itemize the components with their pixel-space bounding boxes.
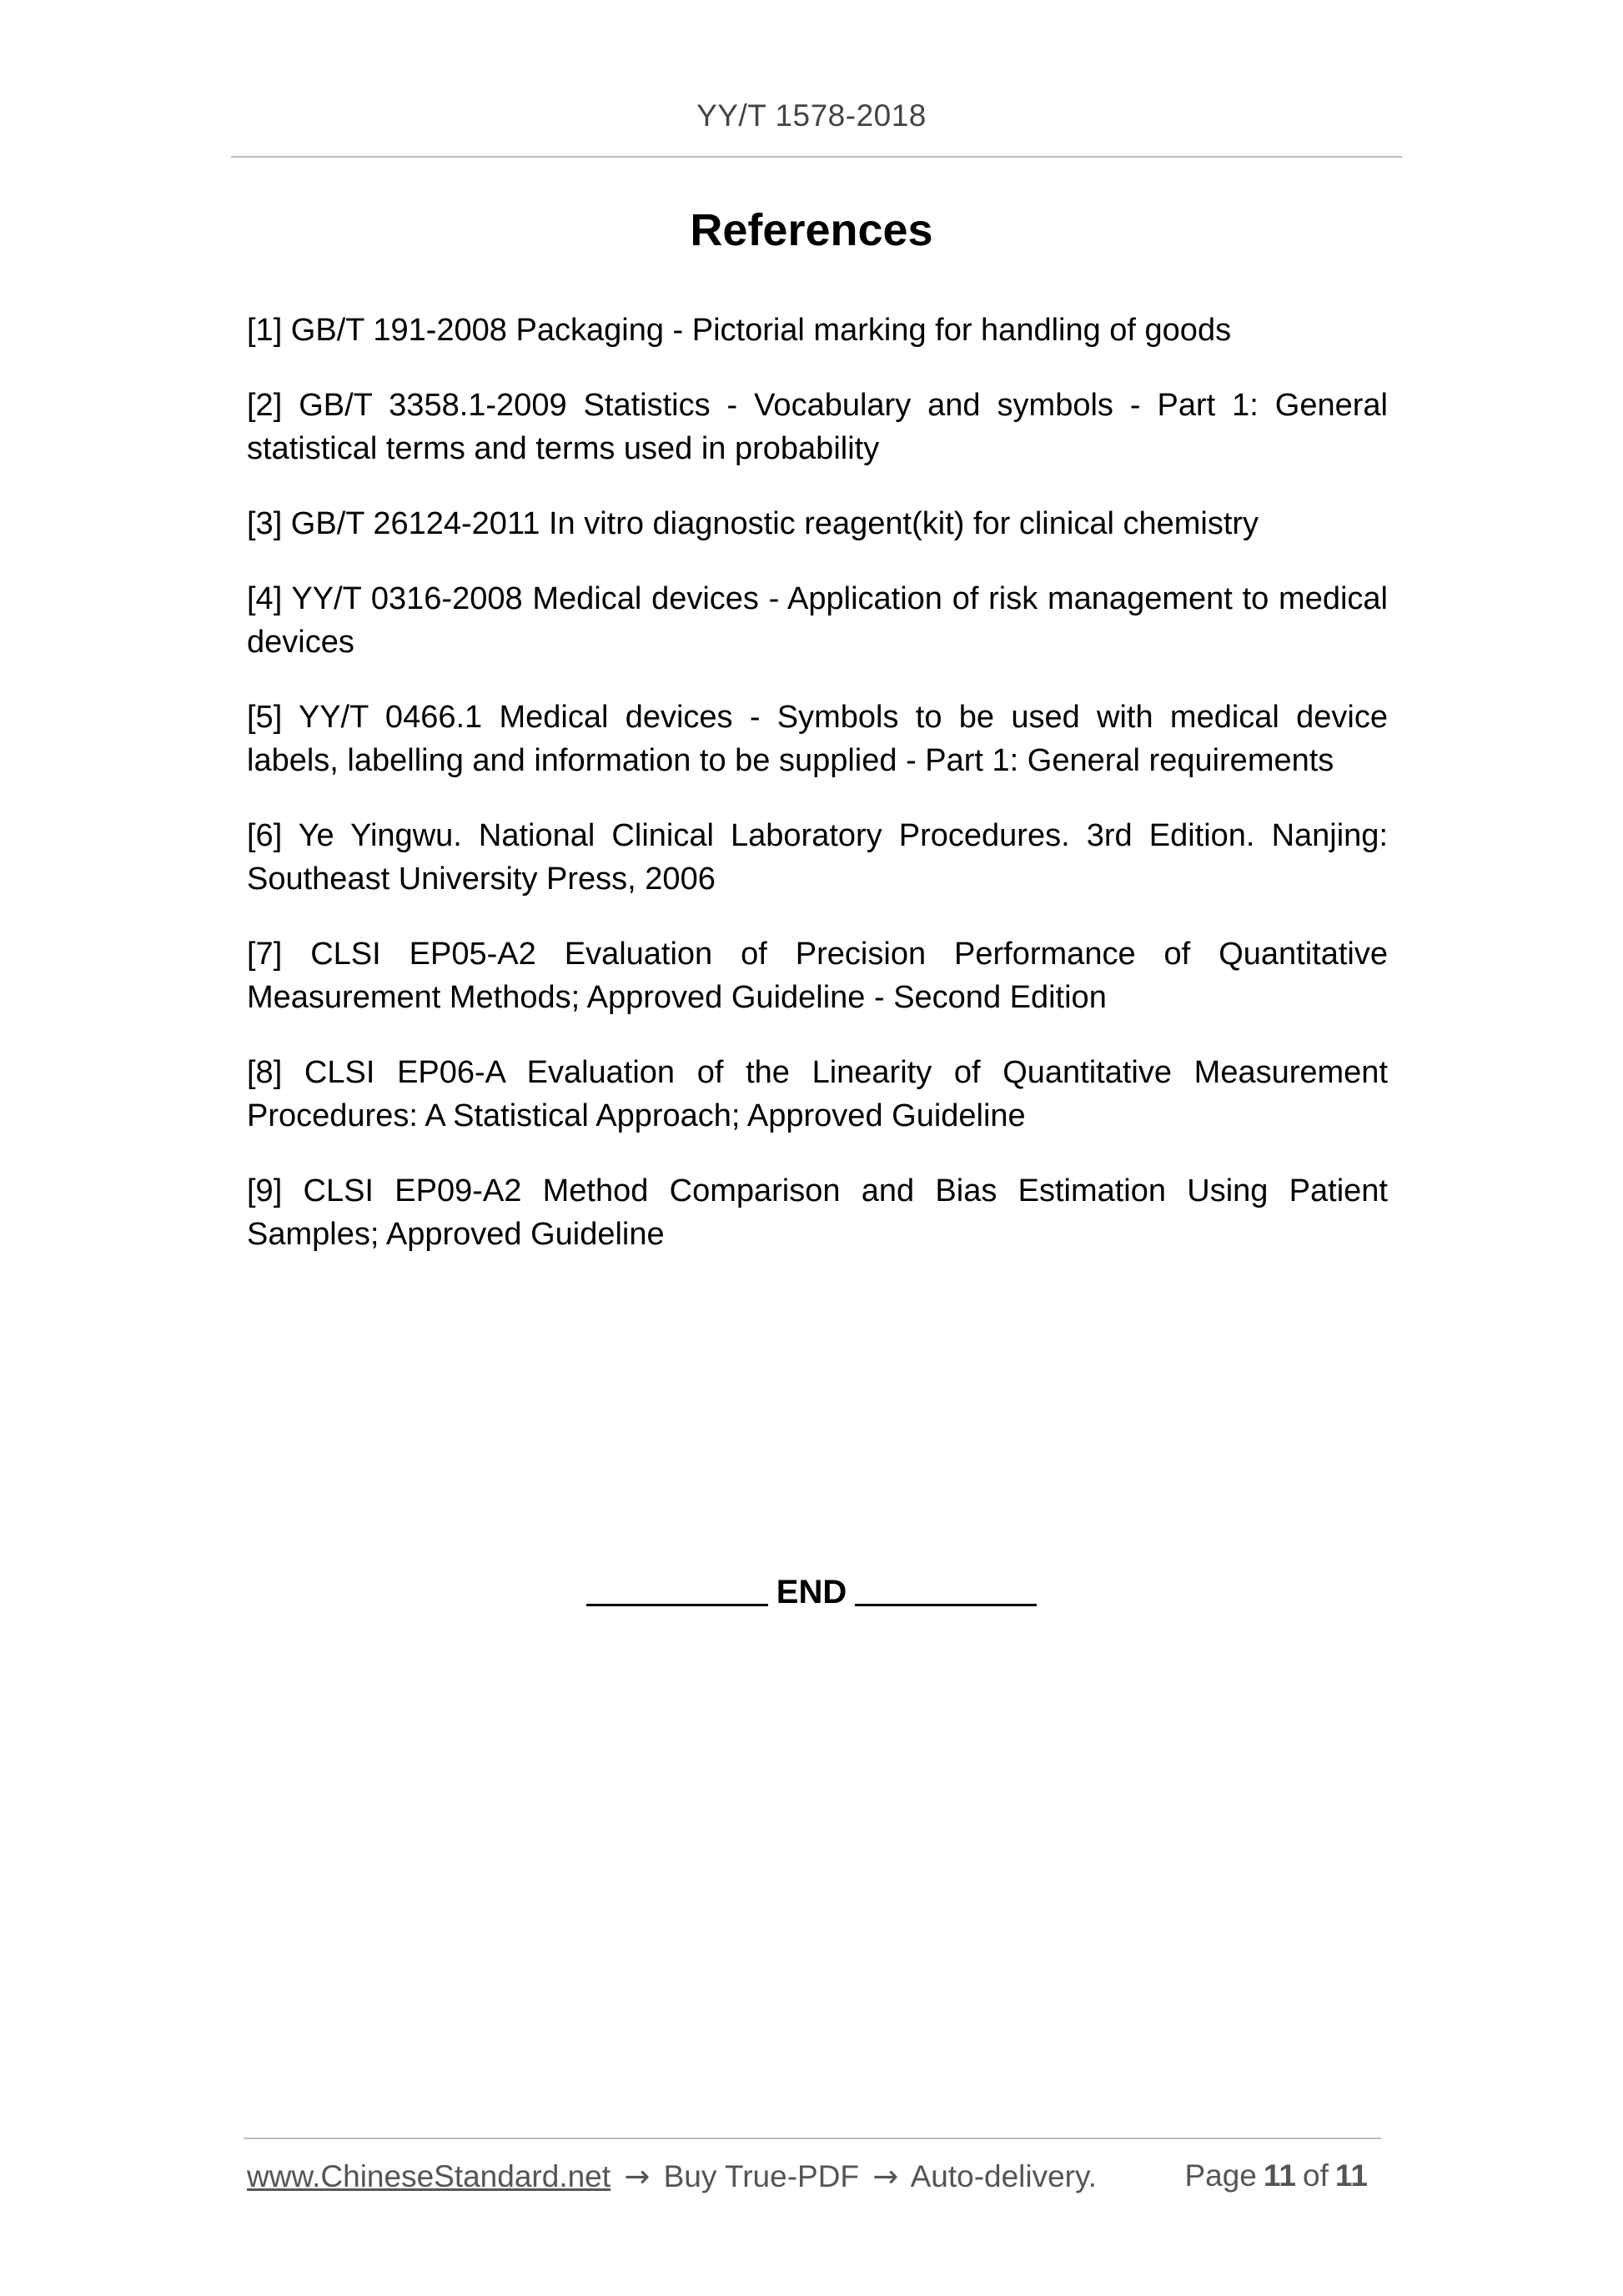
footer-step-delivery: Auto-delivery. [910,2159,1098,2193]
page-label: Page [1184,2158,1257,2193]
reference-item: [3] GB/T 26124-2011 In vitro diagnostic reagent(kit) for clinical chemistry [247,506,1259,541]
right-arrow-icon: → [872,2158,899,2194]
website-link[interactable]: www.ChineseStandard.net [247,2159,611,2193]
page-number [1184,2158,1374,2193]
references-title: References [690,205,933,255]
of-label: of [1303,2158,1329,2193]
reference-item: [7] CLSI EP05-A2 Evaluation of Precision Performance of Quantitative Measurement Methods; Approved Guideline - Second Edition [247,937,1388,1015]
references-list [247,309,1388,1288]
reference-item: [8] CLSI EP06-A Evaluation of the Linearity of Quantitative Measurement Procedures: A Statistical Approach; Approved Guideline [247,1055,1388,1133]
reference-item: [4] YY/T 0316-2008 Medical devices - Application of risk management to medical devices [247,581,1388,660]
end-marker [0,1574,1623,1611]
header-divider [231,156,1402,158]
reference-item: [5] YY/T 0466.1 Medical devices - Symbols to be used with medical device labels, labelling and information to be supplied - Part 1: General requirements [247,700,1388,778]
footer-promo [247,2158,1097,2194]
end-rule-left [586,1604,768,1606]
reference-item: [1] GB/T 191-2008 Packaging - Pictorial marking for handling of goods [247,313,1232,348]
reference-item: [2] GB/T 3358.1-2009 Statistics - Vocabulary and symbols - Part 1: General statistical terms and terms used in probability [247,388,1388,466]
reference-item: [9] CLSI EP09-A2 Method Comparison and Bias Estimation Using Patient Samples; Approved Guideline [247,1173,1388,1252]
page-current: 11 [1263,2158,1297,2193]
page-total: 11 [1334,2158,1368,2193]
footer-step-buy: Buy True-PDF [663,2159,860,2193]
end-rule-right [855,1604,1037,1606]
footer-divider [244,2138,1381,2139]
right-arrow-icon: → [624,2158,651,2194]
document-code-header: YY/T 1578-2018 [696,98,927,133]
end-label: END [776,1574,847,1610]
reference-item: [6] Ye Yingwu. National Clinical Laboratory Procedures. 3rd Edition. Nanjing: Southeast University Press, 2006 [247,818,1388,897]
